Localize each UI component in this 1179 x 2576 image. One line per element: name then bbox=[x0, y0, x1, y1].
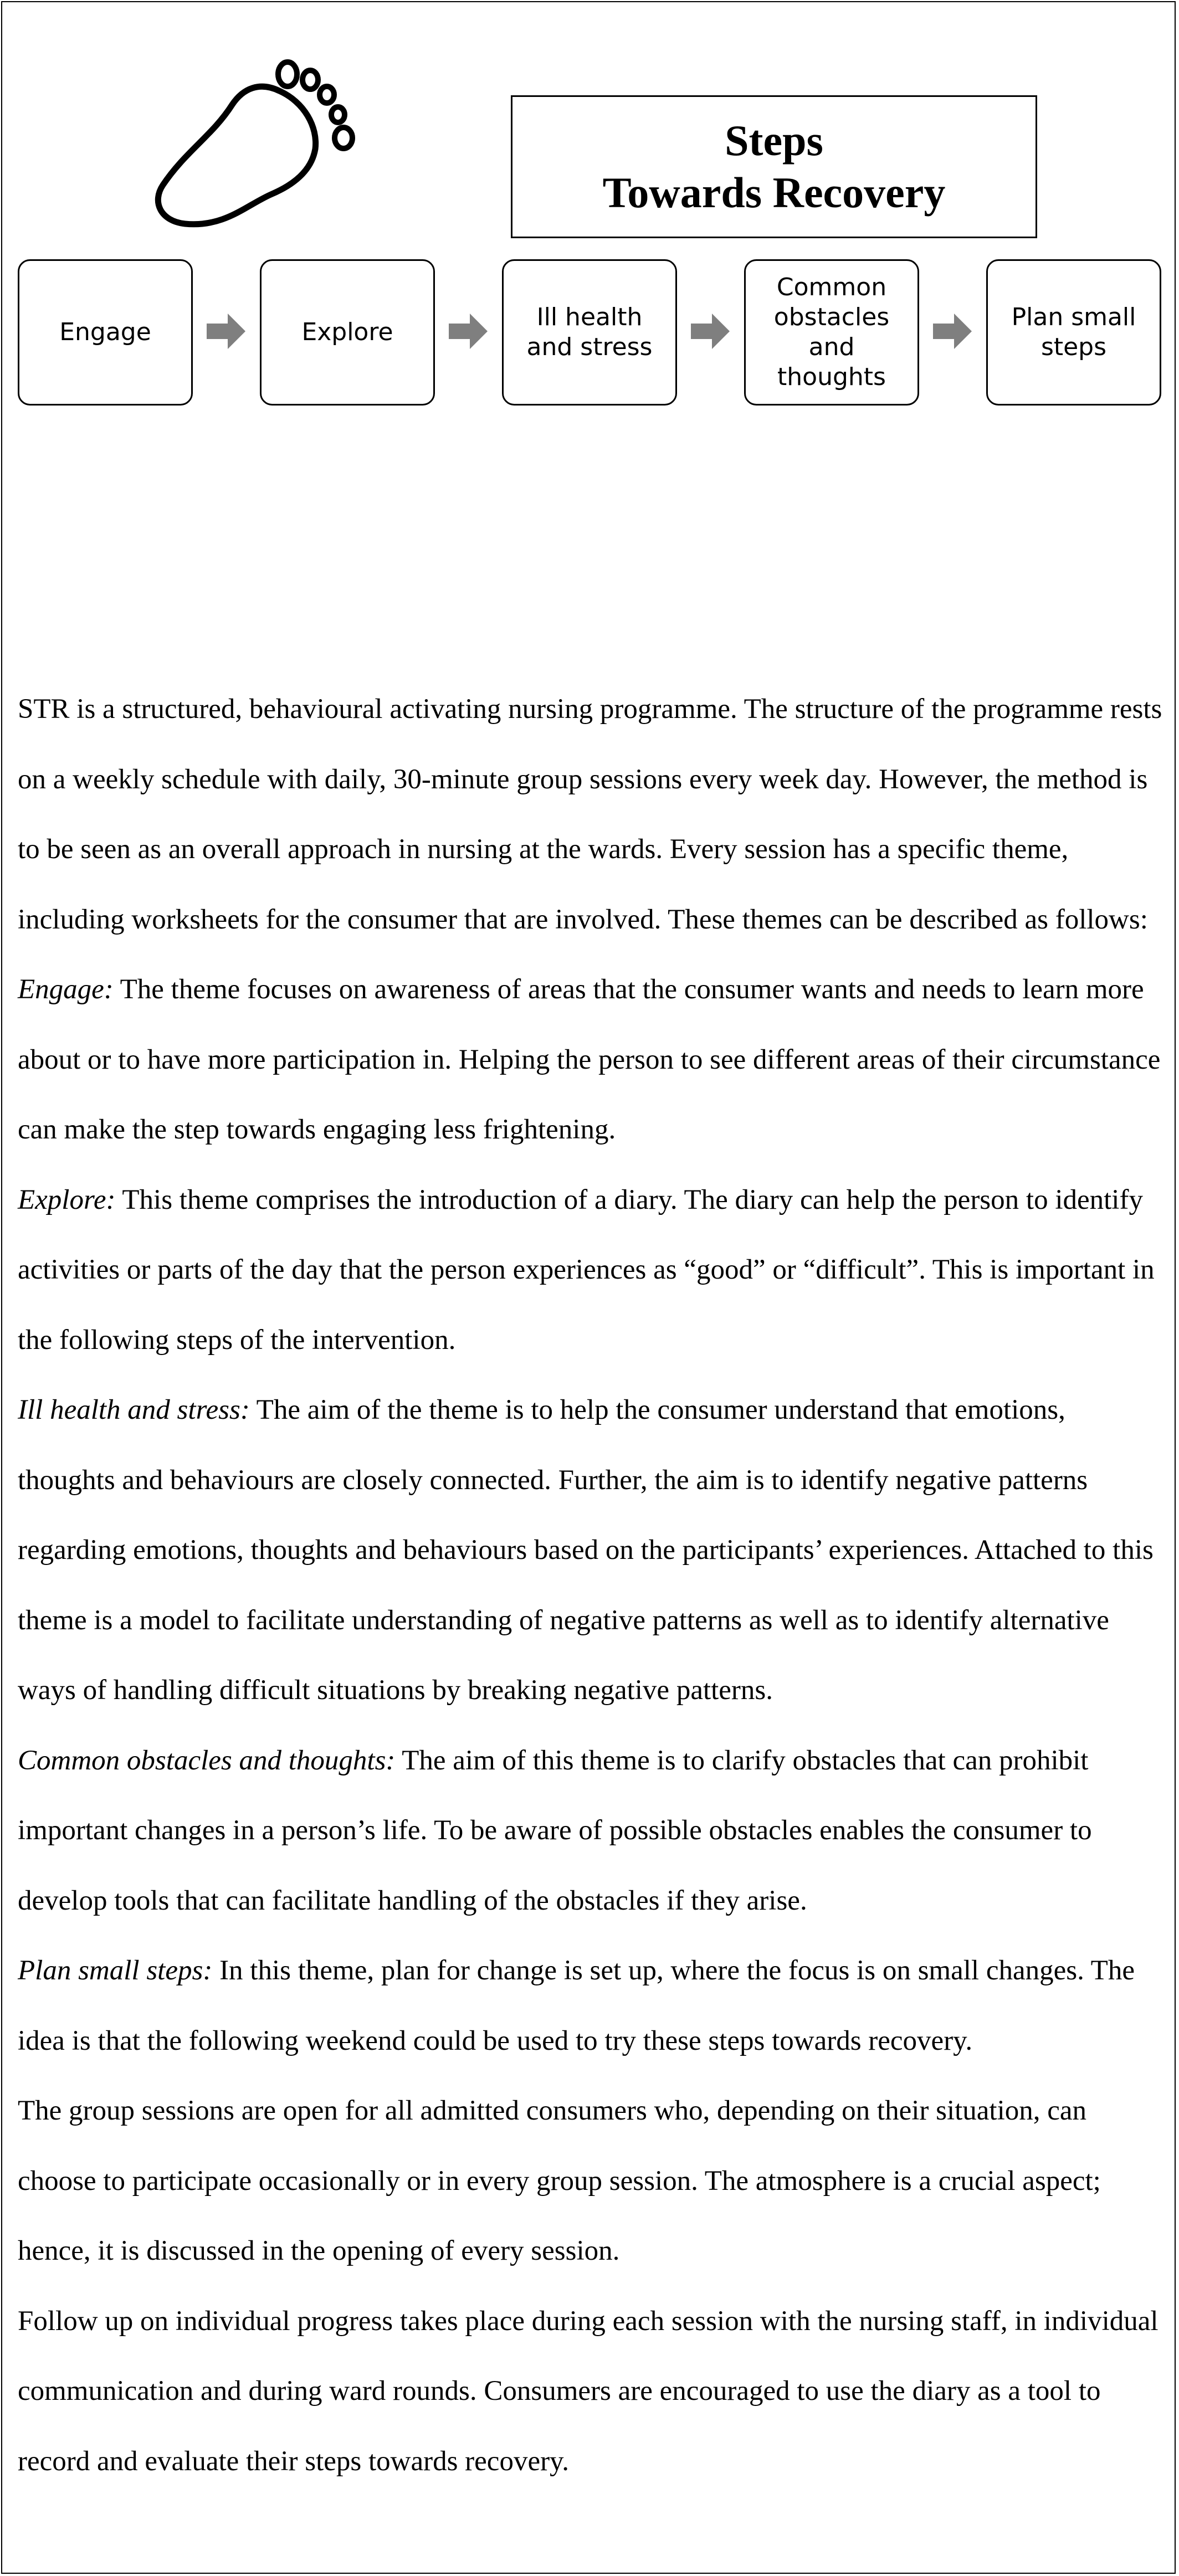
figure-frame bbox=[1, 1, 1176, 2574]
theme-name: Common obstacles and thoughts: bbox=[18, 1744, 396, 1776]
paragraph-intro: STR is a structured, behavioural activating nursing programme. The structure of the programme rests on a weekly schedule with daily, 30-minute group sessions every week day. However, the method is to be seen as an overall approach in nursing at the wards. Every session has a specific theme, including worksheets for the consumer that are involved. These themes can be described as follows: bbox=[18, 694, 1162, 935]
step-ill-health-and-stress: Ill health and stress bbox=[502, 259, 677, 406]
theme-name: Explore: bbox=[18, 1184, 116, 1215]
title-line-2: Towards Recovery bbox=[602, 168, 946, 217]
arrow-right-icon bbox=[933, 314, 972, 349]
theme-name: Ill health and stress: bbox=[18, 1394, 250, 1425]
paragraph-engage: Engage: The theme focuses on awareness of areas that the consumer wants and needs to learn more about or to have more participation in. Helping the person to see different areas of their circumstance can make the step towards engaging less frightening. bbox=[18, 974, 1161, 1145]
title-box bbox=[511, 95, 1037, 238]
paragraph-obstacles: Common obstacles and thoughts: The aim of this theme is to clarify obstacles that can prohibit important changes in a person’s life. To be aware of possible obstacles enables the consumer to develop tools that can facilitate handling of the obstacles if they arise. bbox=[18, 1744, 1092, 1916]
step-engage: Engage bbox=[18, 259, 193, 406]
arrow-right-icon bbox=[691, 314, 730, 349]
theme-name: Engage: bbox=[18, 974, 114, 1005]
arrow-right-icon bbox=[449, 314, 488, 349]
step-common-obstacles-and-thoughts: Common obstacles and thoughts bbox=[744, 259, 919, 406]
description-text bbox=[18, 674, 1165, 2496]
arrow-right-icon bbox=[207, 314, 245, 349]
title-line-1: Steps bbox=[725, 116, 823, 165]
paragraph-plan: Plan small steps: In this theme, plan for change is set up, where the focus is on small changes. The idea is that the following weekend could be used to try these steps towards recovery. bbox=[18, 1955, 1135, 2056]
paragraph-group-sessions: The group sessions are open for all admitted consumers who, depending on their situation, can choose to participate occasionally or in every group session. The atmosphere is a crucial aspect; hence, it is discussed in the opening of every session. bbox=[18, 2095, 1101, 2266]
paragraph-follow-up: Follow up on individual progress takes place during each session with the nursing staff, in individual communication and during ward rounds. Consumers are encouraged to use the diary as a tool to record and evaluate their steps towards recovery. bbox=[18, 2305, 1159, 2477]
paragraph-ill-health: Ill health and stress: The aim of the theme is to help the consumer understand that emotions, thoughts and behaviours are closely connected. Further, the aim is to identify negative patterns regarding emotions, thoughts and behaviours based on the participants’ experiences. Attached to this theme is a model to facilitate understanding of negative patterns as well as to identify alternative ways of handling difficult situations by breaking negative patterns. bbox=[18, 1394, 1154, 1706]
step-explore: Explore bbox=[260, 259, 435, 406]
theme-name: Plan small steps: bbox=[18, 1955, 213, 1986]
footprint-icon bbox=[152, 55, 390, 238]
step-plan-small-steps: Plan small steps bbox=[986, 259, 1161, 406]
paragraph-explore: Explore: This theme comprises the introduction of a diary. The diary can help the person to identify activities or parts of the day that the person experiences as “good” or “difficult”. This is important in the following steps of the intervention. bbox=[18, 1184, 1155, 1356]
